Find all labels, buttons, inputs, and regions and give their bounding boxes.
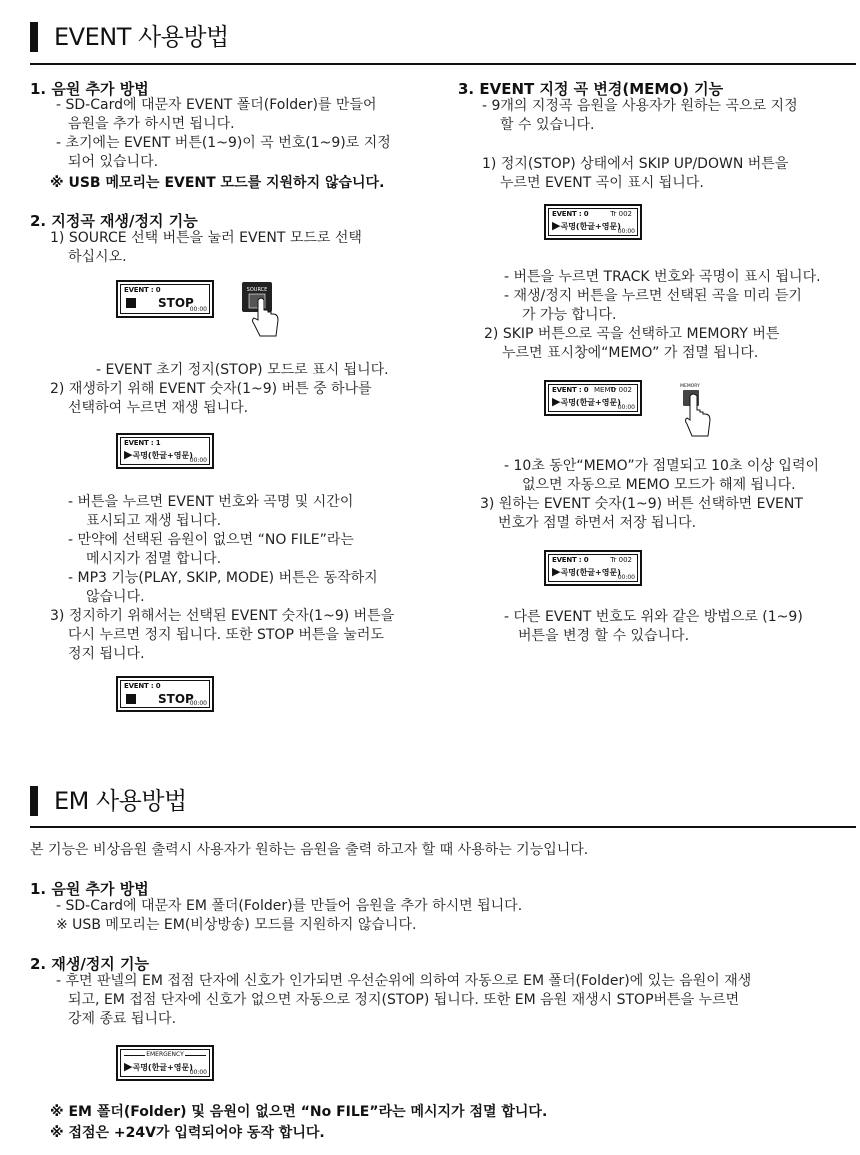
lcd-display-event1	[116, 433, 214, 469]
lcd-display-emergency	[116, 1045, 214, 1081]
text-line: 않습니다.	[86, 589, 145, 605]
text-line: - EVENT 초기 정지(STOP) 모드로 표시 됩니다.	[96, 362, 389, 378]
text-line: - 초기에는 EVENT 버튼(1~9)이 곡 번호(1~9)로 지정	[56, 135, 391, 151]
text-line: 강제 종료 됩니다.	[68, 1011, 177, 1027]
event-section-title: EVENT 사용방법	[30, 22, 229, 52]
text-line: 정지 됩니다.	[68, 646, 145, 662]
text-line: 선택하여 누르면 재생 됩니다.	[68, 400, 249, 416]
text-line: 다시 누르면 정지 됩니다. 또한 STOP 버튼을 눌러도	[68, 627, 384, 643]
lcd-display-stop	[116, 280, 214, 318]
text-line: 1) 정지(STOP) 상태에서 SKIP UP/DOWN 버튼을	[482, 156, 789, 172]
text-line: 메시지가 점멸 합니다.	[86, 551, 222, 567]
stop-icon	[126, 694, 136, 704]
em-s1-heading: 1. 음원 추가 방법	[30, 880, 149, 898]
event-s1-heading: 1. 음원 추가 방법	[30, 80, 149, 98]
lcd-song-row	[124, 448, 193, 461]
memory-label: MEMORY	[680, 384, 700, 389]
event-s3-heading: 3. EVENT 지정 곡 변경(MEMO) 기능	[458, 80, 724, 98]
lcd-time: 00:00	[189, 700, 207, 707]
text-line: 3) 원하는 EVENT 숫자(1~9) 버튼 선택하면 EVENT	[480, 496, 803, 512]
em-intro: 본 기능은 비상음원 출력시 사용자가 원하는 음원을 출력 하고자 할 때 사용하는 기능입니다.	[30, 842, 589, 858]
text-line: - 버튼을 누르면 TRACK 번호와 곡명이 표시 됩니다.	[504, 269, 821, 285]
lcd-time: 00:00	[617, 404, 635, 411]
lcd-display-track	[544, 204, 642, 240]
text-line: 번호가 점멸 하면서 저장 됩니다.	[498, 515, 697, 531]
memory-button-illustration	[680, 380, 720, 440]
title-rule	[30, 63, 856, 65]
text-line: 하십시오.	[68, 249, 127, 265]
text-line: 가 가능 합니다.	[522, 307, 617, 323]
lcd-emergency: EMERGENCY	[124, 1051, 206, 1058]
text-line: - SD-Card에 대문자 EM 폴더(Folder)를 만들어 음원을 추가 하시면 됩니다.	[56, 898, 523, 914]
lcd-song: 곡명(한글+영문)	[132, 451, 193, 460]
lcd-song-row	[552, 565, 621, 578]
lcd-memo: MEMO	[594, 386, 617, 394]
text-line: - SD-Card에 대문자 EVENT 폴더(Folder)를 만들어	[56, 97, 377, 113]
lcd-event-label: EVENT : 0	[124, 682, 161, 690]
text-line: - 9개의 지정곡 음원을 사용자가 원하는 곡으로 지정	[482, 98, 798, 114]
text-line: - 재생/정지 버튼을 누르면 선택된 곡을 미리 듣기	[504, 288, 802, 304]
hand-press-icon	[680, 380, 720, 440]
lcd-time: 00:00	[617, 574, 635, 581]
lcd-stop-text: STOP	[158, 692, 194, 706]
text-line: ※ USB 메모리는 EM(비상방송) 모드를 지원하지 않습니다.	[56, 917, 417, 933]
lcd-song-row	[552, 219, 621, 232]
play-icon: ▶	[124, 1060, 133, 1073]
lcd-stop-text: STOP	[158, 296, 194, 310]
event-s2-heading: 2. 지정곡 재생/정지 기능	[30, 212, 198, 230]
text-line: 버튼을 변경 할 수 있습니다.	[518, 628, 690, 644]
lcd-song-row	[124, 1060, 193, 1073]
text-line: 2) 재생하기 위해 EVENT 숫자(1~9) 버튼 중 하나를	[50, 381, 372, 397]
lcd-track: Tr 002	[610, 386, 632, 394]
stop-icon	[126, 298, 136, 308]
lcd-event-label: EVENT : 0	[552, 210, 589, 218]
text-line: 없으면 자동으로 MEMO 모드가 해제 됩니다.	[522, 477, 796, 493]
text-line: 되어 있습니다.	[68, 154, 159, 170]
usb-note: ※ USB 메모리는 EVENT 모드를 지원하지 않습니다.	[50, 175, 385, 191]
lcd-stop	[126, 296, 194, 310]
text-line: - 후면 판넬의 EM 접점 단자에 신호가 인가되면 우선순위에 의하여 자동으로 EM 폴더(Folder)에 있는 음원이 재생	[56, 973, 752, 989]
text-line: 음원을 추가 하시면 됩니다.	[68, 116, 235, 132]
text-line: 누르면 EVENT 곡이 표시 됩니다.	[500, 175, 704, 191]
lcd-event-label: EVENT : 1	[124, 439, 161, 447]
text-line: 누르면 표시창에“MEMO” 가 점멸 됩니다.	[502, 345, 759, 361]
lcd-event-label: EVENT : 0	[124, 286, 161, 294]
source-button-illustration	[240, 280, 288, 342]
em-note: ※ EM 폴더(Folder) 및 음원이 없으면 “No FILE”라는 메시지가 점멸 합니다.	[50, 1104, 548, 1120]
lcd-song-row	[552, 395, 621, 408]
lcd-display-blink	[544, 550, 642, 586]
title-rule	[30, 826, 856, 828]
em-section-title: EM 사용방법	[30, 786, 187, 816]
hand-press-icon	[240, 280, 288, 342]
lcd-display-stop	[116, 676, 214, 712]
lcd-time: 00:00	[189, 306, 207, 313]
lcd-track: Tr 002	[610, 210, 632, 218]
lcd-display-memo	[544, 380, 642, 416]
lcd-song: 곡명(한글+영문)	[132, 1063, 193, 1072]
text-line: 할 수 있습니다.	[500, 117, 595, 133]
play-icon: ▶	[552, 565, 561, 578]
lcd-stop	[126, 692, 194, 706]
text-line: - 만약에 선택된 음원이 없으면 “NO FILE”라는	[68, 532, 354, 548]
em-note: ※ 접점은 +24V가 입력되어야 동작 합니다.	[50, 1125, 325, 1141]
lcd-event-label: EVENT : 0	[552, 386, 589, 394]
lcd-song: 곡명(한글+영문)	[560, 222, 621, 231]
text-line: 3) 정지하기 위해서는 선택된 EVENT 숫자(1~9) 버튼을	[50, 608, 395, 624]
text-line: 표시되고 재생 됩니다.	[86, 513, 222, 529]
source-label: SOURCE	[246, 287, 268, 293]
lcd-time: 00:00	[617, 228, 635, 235]
text-line: - MP3 기능(PLAY, SKIP, MODE) 버튼은 동작하지	[68, 570, 378, 586]
play-icon: ▶	[124, 448, 133, 461]
play-icon: ▶	[552, 395, 561, 408]
play-icon: ▶	[552, 219, 561, 232]
lcd-time: 00:00	[189, 1069, 207, 1076]
text-line: - 버튼을 누르면 EVENT 번호와 곡명 및 시간이	[68, 494, 354, 510]
lcd-song: 곡명(한글+영문)	[560, 568, 621, 577]
lcd-time: 00:00	[189, 457, 207, 464]
lcd-event-label: EVENT : 0	[552, 556, 589, 564]
text-line: 2) SKIP 버튼으로 곡을 선택하고 MEMORY 버튼	[484, 326, 780, 342]
text-line: - 10초 동안“MEMO”가 점멸되고 10초 이상 입력이	[504, 458, 820, 474]
text-line: 1) SOURCE 선택 버튼을 눌러 EVENT 모드로 선택	[50, 230, 362, 246]
em-s2-heading: 2. 재생/정지 기능	[30, 955, 149, 973]
text-line: - 다른 EVENT 번호도 위와 같은 방법으로 (1~9)	[504, 609, 803, 625]
lcd-song: 곡명(한글+영문)	[560, 398, 621, 407]
text-line: 되고, EM 접점 단자에 신호가 없으면 자동으로 정지(STOP) 됩니다. 또한 EM 음원 재생시 STOP버튼을 누르면	[68, 992, 740, 1008]
lcd-track: Tr 002	[610, 556, 632, 564]
